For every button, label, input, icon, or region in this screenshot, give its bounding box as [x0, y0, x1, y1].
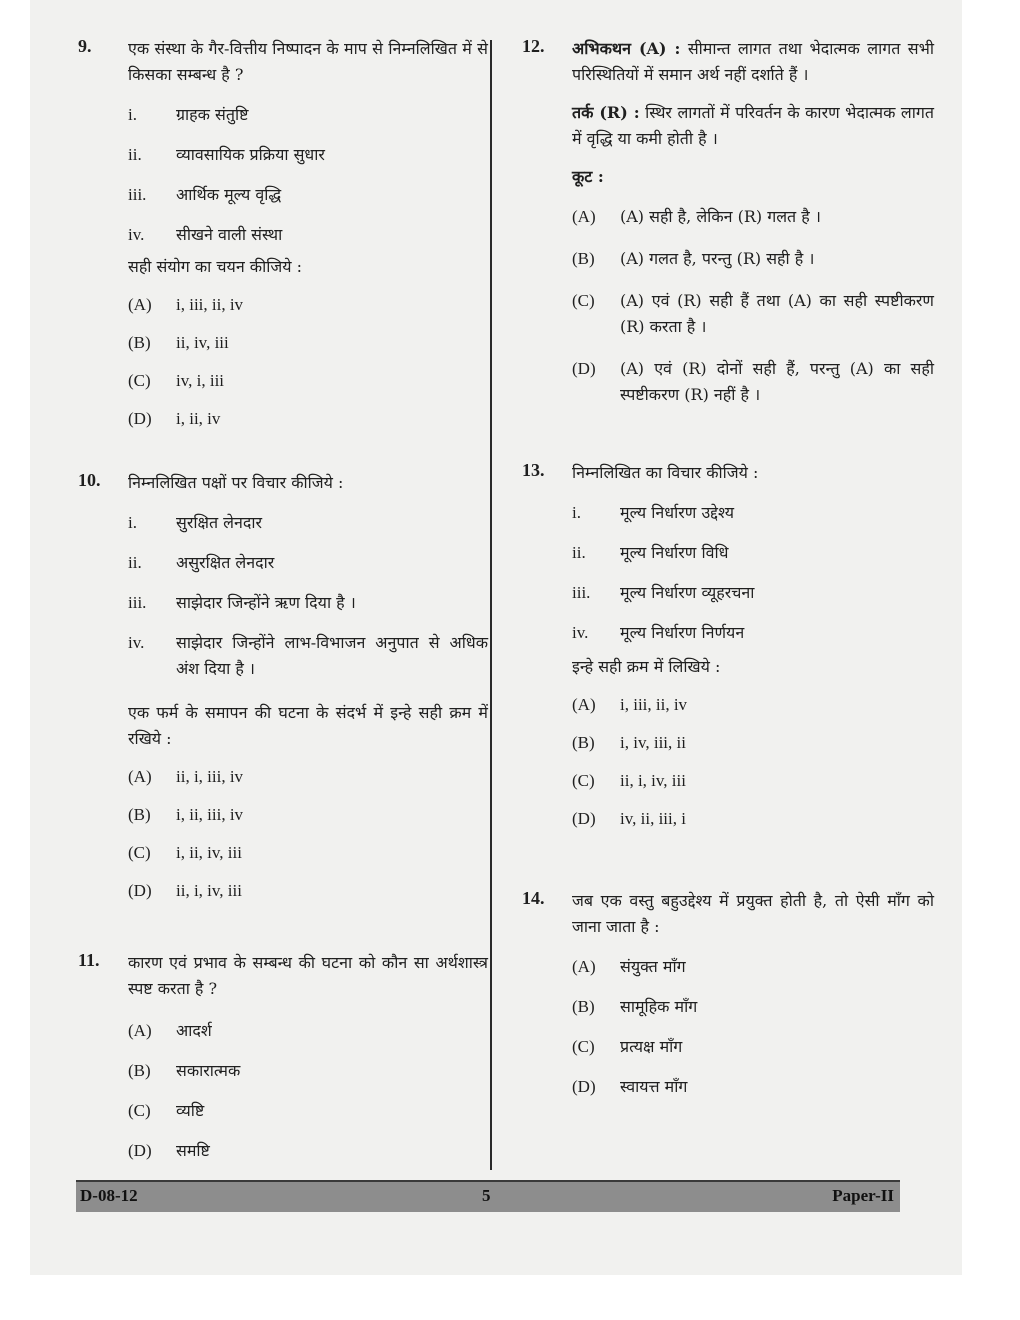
option-c[interactable]: (C) iv, i, iii	[128, 371, 225, 390]
reason	[572, 100, 934, 152]
code-label: कूट :	[572, 167, 604, 186]
option-d[interactable]: (D) i, ii, iv	[128, 409, 221, 428]
page-number: 5	[482, 1186, 491, 1205]
option-a[interactable]: (A) संयुक्त माँग	[572, 957, 686, 976]
list-item: i. मूल्य निर्धारण उद्देश्य	[572, 503, 735, 522]
question-14	[522, 888, 934, 1100]
list-item: ii. असुरक्षित लेनदार	[128, 553, 275, 572]
option-c[interactable]: (C) व्यष्टि	[128, 1101, 205, 1120]
question-9	[78, 36, 488, 432]
question-text: जब एक वस्तु बहुउद्देश्य में प्रयुक्त होती है, तो ऐसी माँग को जाना जाता है :	[572, 891, 934, 936]
exam-page	[30, 0, 962, 1275]
question-text: एक संस्था के गैर-वित्तीय निष्पादन के माप से निम्नलिखित में से किसका सम्बन्ध है ?	[128, 39, 488, 84]
option-a[interactable]: (A) (A) सही है, लेकिन (R) गलत है ।	[572, 207, 821, 226]
reason-label: तर्क (R) :	[572, 103, 640, 122]
list-item: iv. साझेदार जिन्होंने लाभ-विभाजन अनुपात से अधिक अंश दिया है ।	[128, 633, 488, 678]
question-13	[522, 460, 934, 832]
exam-code: D-08-12	[80, 1186, 138, 1205]
list-item: i. ग्राहक संतुष्टि	[128, 105, 249, 124]
assertion-text: सीमान्त लागत तथा भेदात्मक लागत सभी परिस्थितियों में समान अर्थ नहीं दर्शाते हैं ।	[572, 39, 934, 84]
list-item: iv. सीखने वाली संस्था	[128, 225, 283, 244]
list-item: ii. व्यावसायिक प्रक्रिया सुधार	[128, 145, 325, 164]
option-a[interactable]: (A) आदर्श	[128, 1021, 212, 1040]
list-item: ii. मूल्य निर्धारण विधि	[572, 543, 729, 562]
option-d[interactable]: (D) स्वायत्त माँग	[572, 1077, 688, 1096]
question-number: 10.	[78, 470, 101, 490]
right-column	[522, 30, 934, 1100]
option-b[interactable]: (B) ii, iv, iii	[128, 333, 229, 352]
option-c[interactable]: (C) (A) एवं (R) सही हैं तथा (A) का सही स्पष्टीकरण (R) करता है ।	[572, 291, 934, 336]
question-11	[78, 950, 488, 1164]
page-footer	[76, 1180, 900, 1212]
option-d[interactable]: (D) (A) एवं (R) दोनों सही हैं, परन्तु (A) का सही स्पष्टीकरण (R) नहीं है ।	[572, 359, 934, 404]
option-a[interactable]: (A) i, iii, ii, iv	[572, 695, 688, 714]
question-number: 14.	[522, 888, 545, 908]
question-text: निम्नलिखित पक्षों पर विचार कीजिये :	[128, 473, 344, 492]
list-item: iv. मूल्य निर्धारण निर्णयन	[572, 623, 745, 642]
option-a[interactable]: (A) ii, i, iii, iv	[128, 767, 244, 786]
option-a[interactable]: (A) i, iii, ii, iv	[128, 295, 244, 314]
reason-text: स्थिर लागतों में परिवर्तन के कारण भेदात्मक लागत में वृद्धि या कमी होती है ।	[572, 103, 934, 148]
option-c[interactable]: (C) प्रत्यक्ष माँग	[572, 1037, 683, 1056]
list-item: iii. मूल्य निर्धारण व्यूहरचना	[572, 583, 755, 602]
option-b[interactable]: (B) सकारात्मक	[128, 1061, 241, 1080]
assertion	[572, 36, 934, 88]
list-item: i. सुरक्षित लेनदार	[128, 513, 263, 532]
question-text: निम्नलिखित का विचार कीजिये :	[572, 463, 759, 482]
instruction-text: एक फर्म के समापन की घटना के संदर्भ में इन्हे सही क्रम में रखिये :	[128, 703, 488, 748]
paper-label: Paper-II	[832, 1186, 894, 1205]
option-c[interactable]: (C) ii, i, iv, iii	[572, 771, 686, 790]
question-text: कारण एवं प्रभाव के सम्बन्ध की घटना को कौन सा अर्थशास्त्र स्पष्ट करता है ?	[128, 953, 488, 998]
instruction-text: इन्हे सही क्रम में लिखिये :	[572, 657, 721, 676]
question-10	[78, 470, 488, 904]
option-b[interactable]: (B) (A) गलत है, परन्तु (R) सही है ।	[572, 249, 815, 268]
option-c[interactable]: (C) i, ii, iv, iii	[128, 843, 242, 862]
option-b[interactable]: (B) i, iv, iii, ii	[572, 733, 686, 752]
instruction-text: सही संयोग का चयन कीजिये :	[128, 257, 303, 276]
option-d[interactable]: (D) समष्टि	[128, 1141, 210, 1160]
question-number: 13.	[522, 460, 545, 480]
question-12	[522, 36, 934, 408]
question-number: 12.	[522, 36, 545, 56]
column-divider	[490, 40, 492, 1170]
option-b[interactable]: (B) सामूहिक माँग	[572, 997, 698, 1016]
option-d[interactable]: (D) ii, i, iv, iii	[128, 881, 242, 900]
option-d[interactable]: (D) iv, ii, iii, i	[572, 809, 686, 828]
assertion-label: अभिकथन (A) :	[572, 39, 681, 58]
question-number: 11.	[78, 950, 100, 970]
left-column	[78, 30, 488, 1164]
list-item: iii. साझेदार जिन्होंने ऋण दिया है ।	[128, 593, 356, 612]
list-item: iii. आर्थिक मूल्य वृद्धि	[128, 185, 282, 204]
option-b[interactable]: (B) i, ii, iii, iv	[128, 805, 244, 824]
question-number: 9.	[78, 36, 92, 56]
